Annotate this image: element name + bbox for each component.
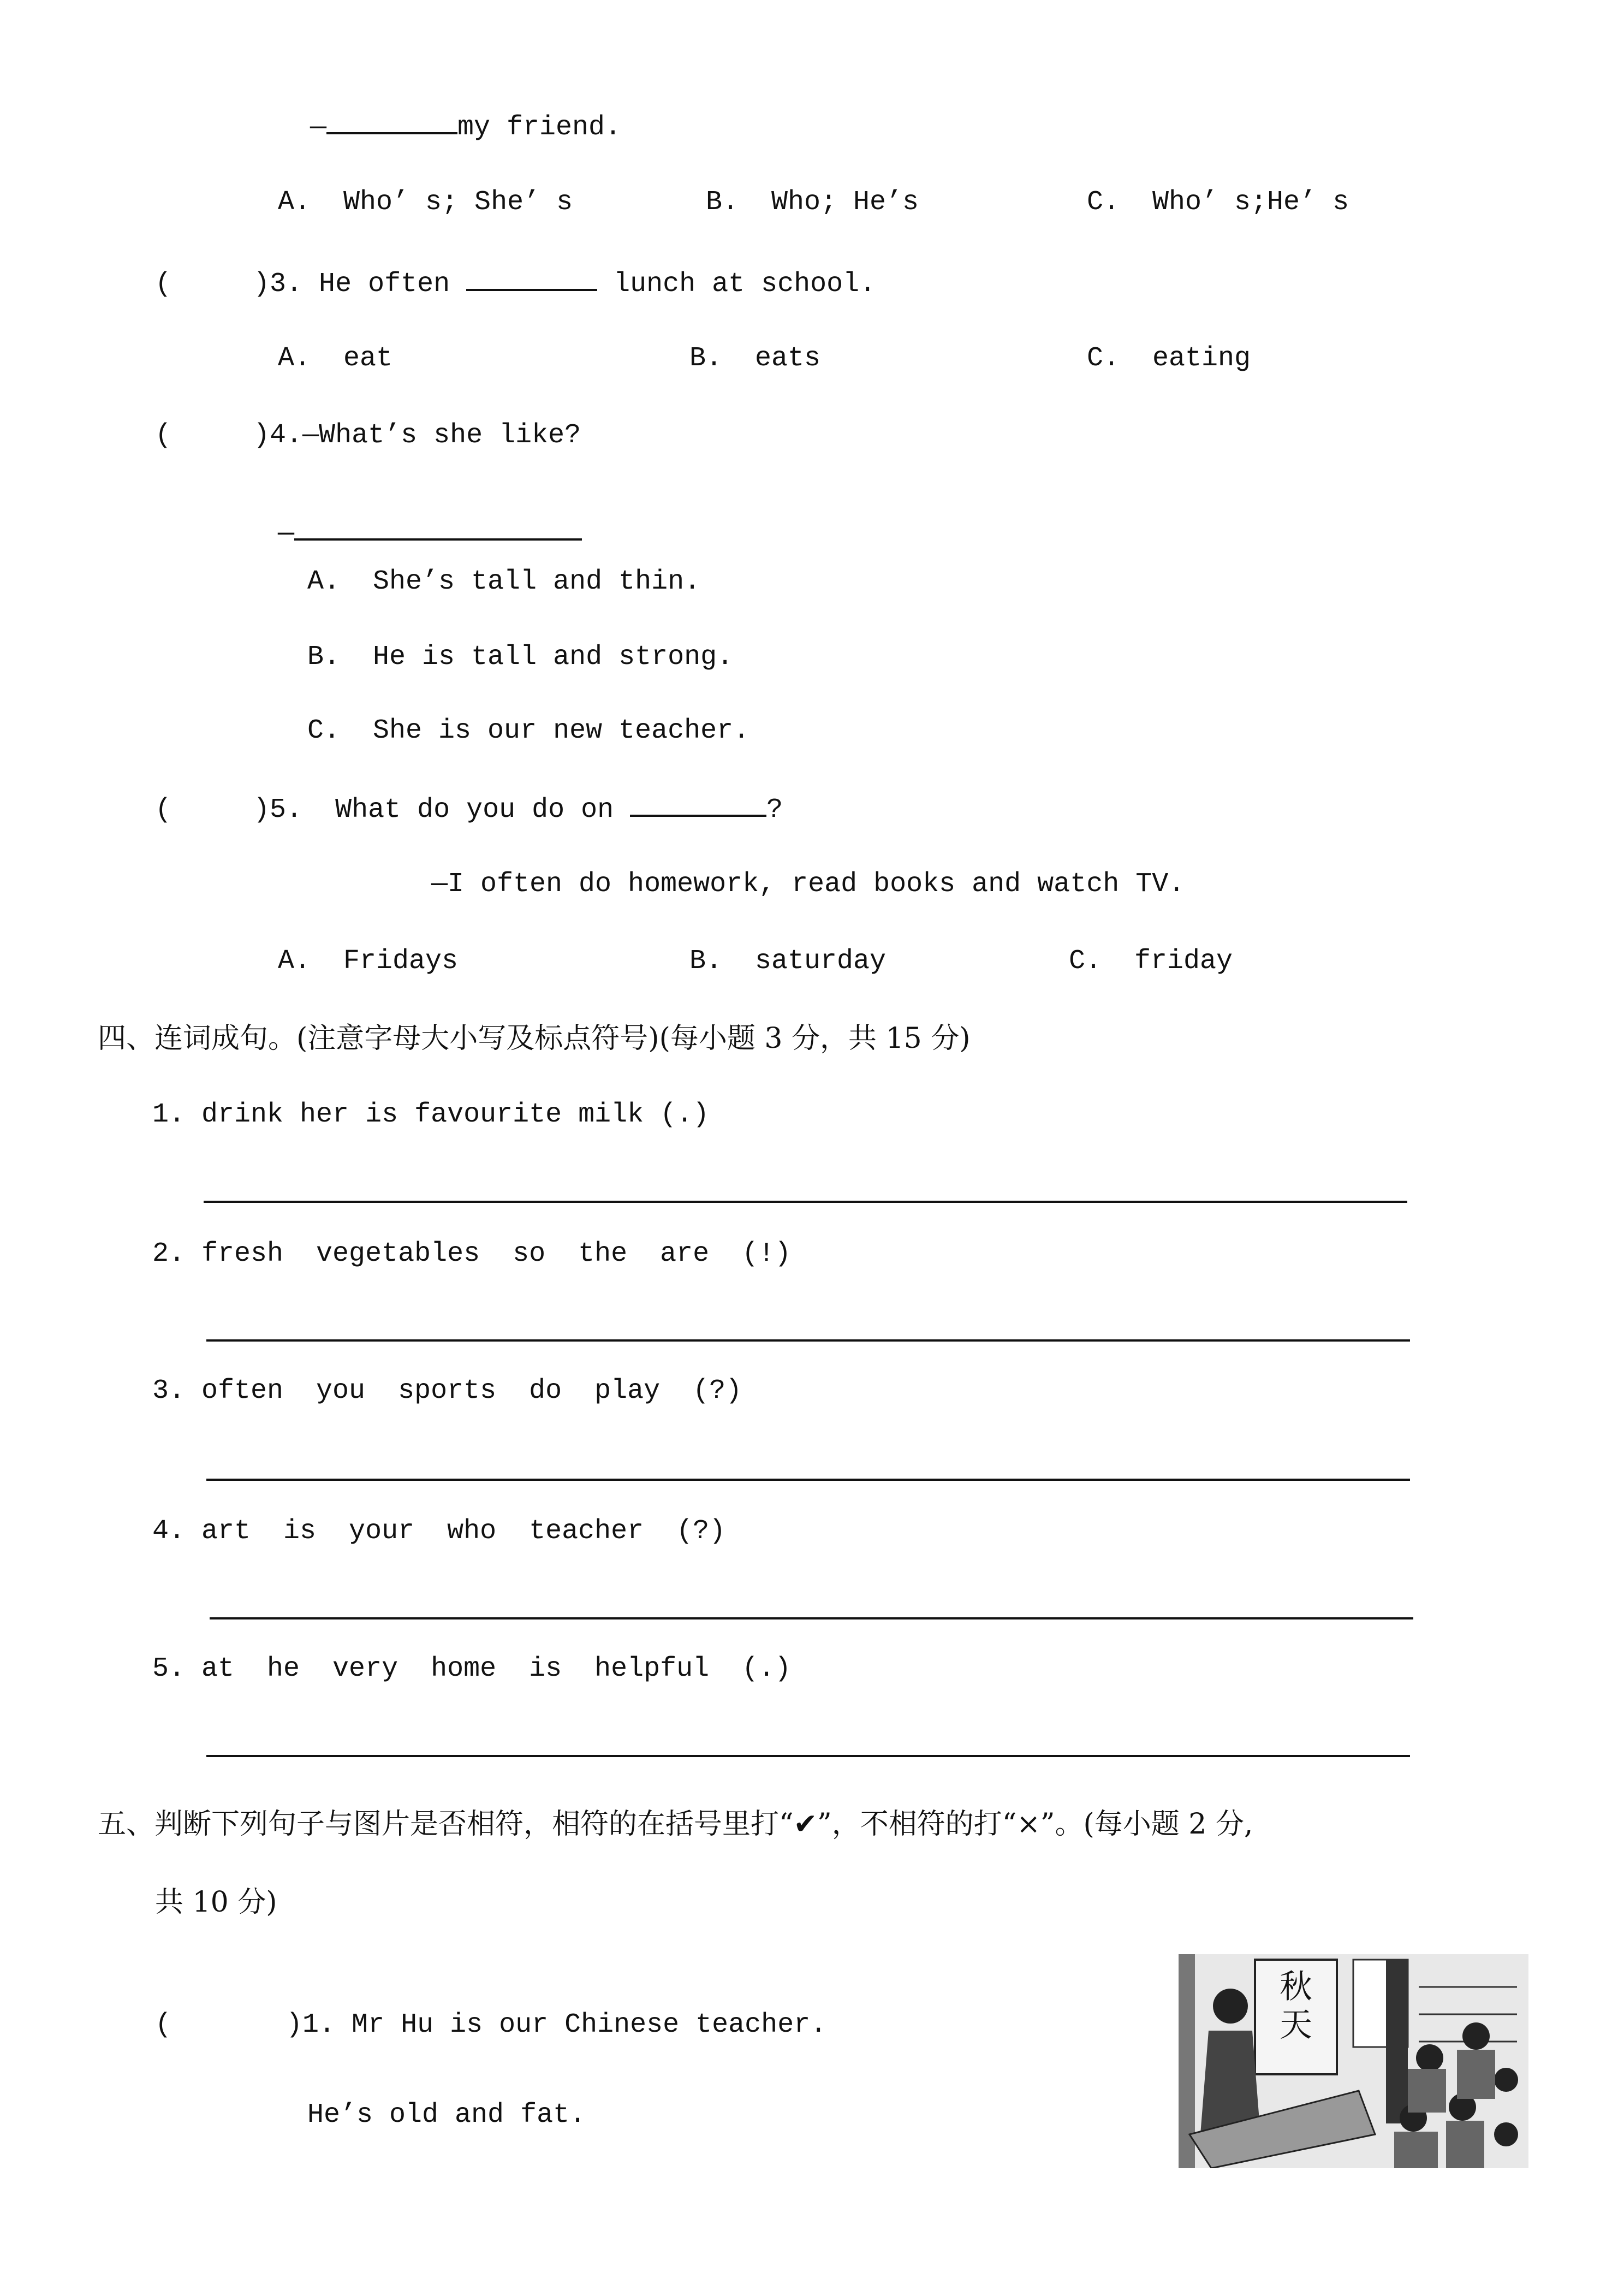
q5-question bbox=[155, 791, 783, 828]
q3-question bbox=[155, 265, 876, 302]
q4-option-a: A. She’s tall and thin. bbox=[307, 566, 701, 597]
section4-heading: 四、连词成句。(注意字母大小写及标点符号)(每小题 3 分，共 15 分) bbox=[98, 1022, 971, 1055]
q1-text: 1. Mr Hu is our Chinese teacher. bbox=[302, 2009, 827, 2040]
answer-line-4[interactable] bbox=[210, 1617, 1413, 1619]
answer-line-1[interactable] bbox=[204, 1201, 1407, 1203]
dash: — bbox=[278, 518, 295, 549]
section4-item-4: 4. art is your who teacher (?) bbox=[152, 1516, 726, 1547]
q5-option-a: A. Fridays bbox=[278, 946, 459, 977]
svg-text:秋: 秋 bbox=[1280, 1968, 1312, 2006]
section5-q1-line2: He’s old and fat. bbox=[307, 2099, 586, 2131]
answer-line-3[interactable] bbox=[206, 1479, 1410, 1481]
q3-option-c: C. eating bbox=[1087, 343, 1251, 374]
answer-paren[interactable]: ( ) bbox=[155, 2009, 303, 2040]
q3-option-a: A. eat bbox=[278, 343, 393, 374]
q3-prefix: 3. He often bbox=[270, 269, 467, 300]
q4-option-c: C. She is our new teacher. bbox=[307, 715, 750, 746]
q5-suffix: ? bbox=[766, 794, 783, 826]
q3-suffix: lunch at school. bbox=[597, 269, 876, 300]
classroom-illustration bbox=[1179, 1954, 1528, 2168]
answer-line-2[interactable] bbox=[206, 1339, 1410, 1342]
q3-blank[interactable] bbox=[466, 265, 597, 291]
q2-option-c: C. Who’ s;He’ s bbox=[1087, 187, 1349, 218]
q4-option-b: B. He is tall and strong. bbox=[307, 642, 734, 673]
q2-option-b: B. Who; He’s bbox=[706, 187, 919, 218]
q5-option-c: C. friday bbox=[1069, 946, 1233, 977]
q4-text: 4.—What’s she like? bbox=[270, 420, 581, 451]
answer-paren[interactable]: ( ) bbox=[155, 269, 270, 300]
section4-item-2: 2. fresh vegetables so the are (!) bbox=[152, 1238, 792, 1269]
classroom-picture bbox=[1179, 1954, 1528, 2168]
section4-item-1: 1. drink her is favourite milk (.) bbox=[152, 1099, 710, 1130]
q5-prefix: 5. What do you do on bbox=[270, 794, 630, 826]
q4-blank[interactable] bbox=[294, 514, 582, 541]
q4-answer-line bbox=[278, 514, 582, 551]
section5-heading: 五、判断下列句子与图片是否相符，相符的在括号里打“✔”，不相符的打“×”。(每小题 2 分, bbox=[98, 1808, 1253, 1841]
dash: — bbox=[310, 112, 327, 143]
q2-option-a: A. Who’ s; She’ s bbox=[278, 187, 573, 218]
q3-option-b: B. eats bbox=[689, 343, 821, 374]
q5-answer: —I often do homework, read books and watch TV. bbox=[431, 869, 1185, 900]
answer-paren[interactable]: ( ) bbox=[155, 794, 270, 826]
section5-q1 bbox=[155, 2008, 826, 2043]
q5-blank[interactable] bbox=[630, 791, 766, 817]
section4-item-5: 5. at he very home is helpful (.) bbox=[152, 1653, 792, 1684]
q2-suffix: my friend. bbox=[457, 112, 622, 143]
q2-answer-line bbox=[310, 108, 621, 145]
q5-option-b: B. saturday bbox=[689, 946, 887, 977]
section5-heading-cont: 共 10 分) bbox=[155, 1886, 277, 1919]
answer-line-5[interactable] bbox=[206, 1755, 1410, 1757]
svg-text:天: 天 bbox=[1280, 2006, 1312, 2044]
q2-blank[interactable] bbox=[326, 108, 457, 134]
section4-item-3: 3. often you sports do play (?) bbox=[152, 1375, 742, 1407]
answer-paren[interactable]: ( ) bbox=[155, 420, 270, 451]
q4-question bbox=[155, 418, 581, 453]
